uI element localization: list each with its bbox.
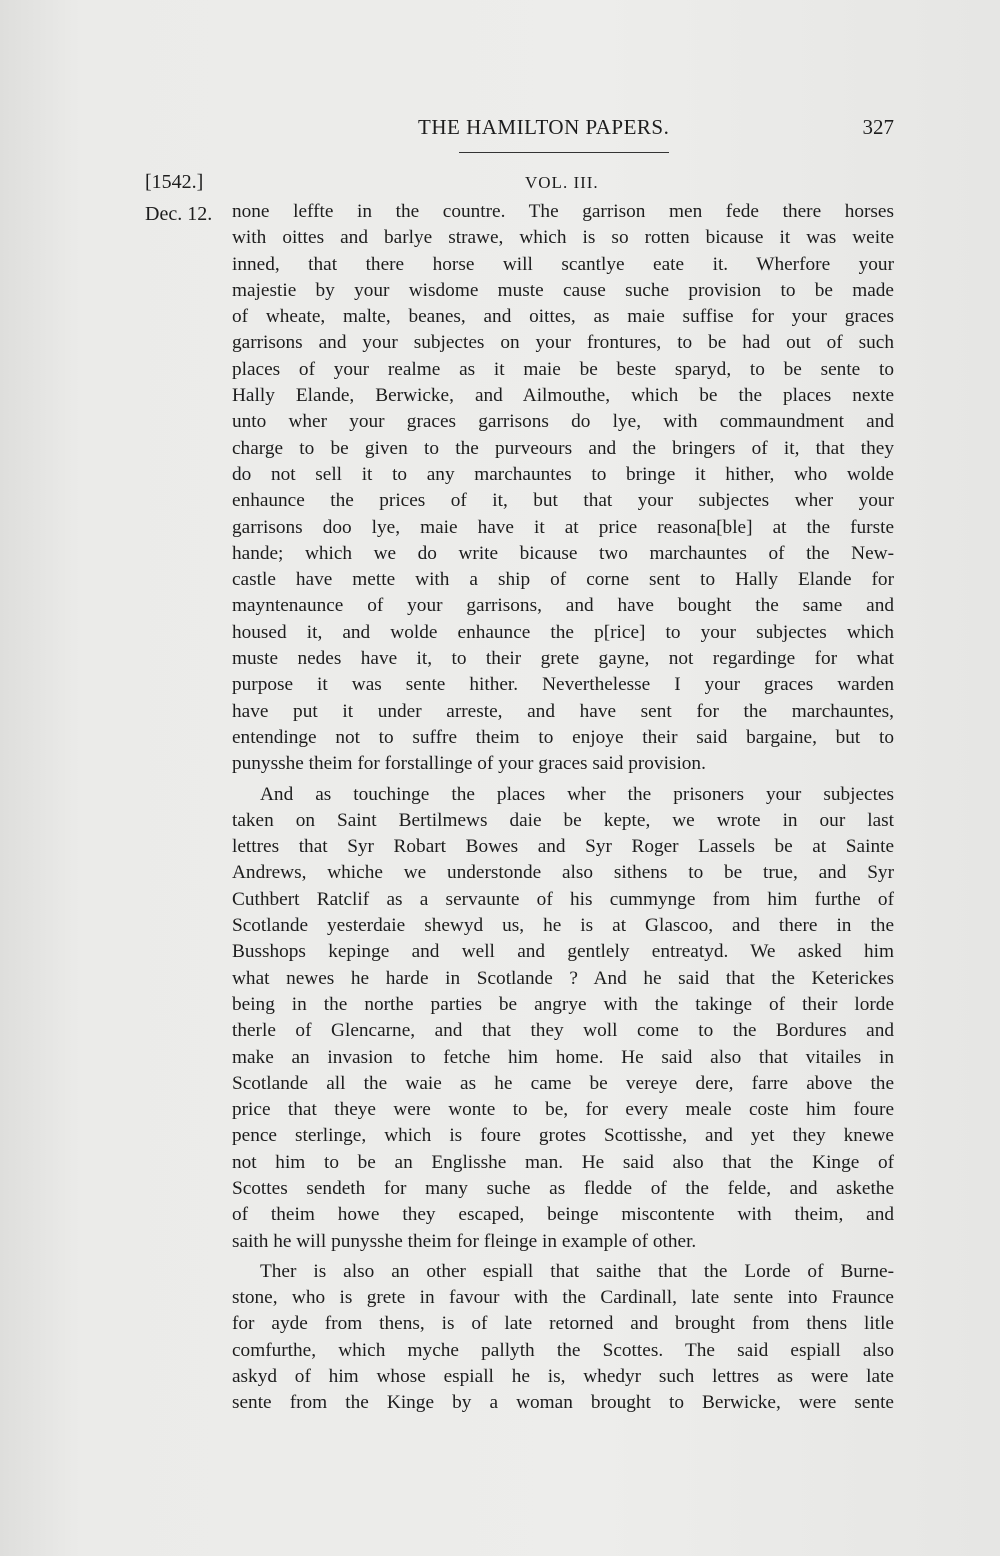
text-line: do not sell it to any marchauntes to bringe it hither, who wolde [232,463,894,485]
text-line: muste nedes have it, to their grete gayne, not regardinge for what [232,648,894,670]
text-line: majestie by your wisdome muste cause suche provision to be made [232,279,894,301]
text-line: Ther is also an other espiall that saithe that the Lorde of Burne- [260,1260,894,1282]
margin-date: Dec. 12. [145,203,213,225]
text-line: Scotlande yesterdaie shewyd us, he is at Glascoo, and there in the [232,915,894,937]
text-line: And as touchinge the places wher the prisoners your subjectes [260,783,894,805]
text-line: comfurthe, which myche pallyth the Scottes. The said espiall also [232,1339,894,1361]
header-rule [459,152,669,153]
text-line: not him to be an Englisshe man. He said also that the Kinge of [232,1151,894,1173]
text-line: therle of Glencarne, and that they woll come to the Bordures and [232,1020,894,1042]
text-line: price that theye were wonte to be, for every meale coste him foure [232,1099,894,1121]
text-line: charge to be given to the purveours and the bringers of it, that they [232,437,894,459]
text-line: punysshe theim for forstallinge of your graces said provision. [232,753,706,775]
text-line: garrisons and your subjectes on your frontures, to be had out of such [232,332,894,354]
text-line: what newes he harde in Scotlande ? And he said that the Keterickes [232,967,894,989]
text-line: of theim howe they escaped, beinge miscontente with theim, and [232,1204,894,1226]
text-line: mayntenaunce of your garrisons, and have bought the same and [232,595,894,617]
text-line: of wheate, malte, beanes, and oittes, as maie suffise for your graces [232,306,894,328]
text-line: inned, that there horse will scantlye eate it. Wherfore your [232,253,894,275]
text-line: Andrews, whiche we understonde also sithens to be true, and Syr [232,862,894,884]
text-line: entendinge not to suffre theim to enjoye their said bargaine, but to [232,726,894,748]
text-line: Hally Elande, Berwicke, and Ailmouthe, which be the places nexte [232,385,894,407]
text-line: Scottes sendeth for many suche as fledde of the felde, and askethe [232,1177,894,1199]
text-line: for ayde from thens, is of late retorned and brought from thens litle [232,1313,894,1335]
text-line: pence sterlinge, which is foure grotes Scottisshe, and yet they knewe [232,1125,894,1147]
text-line: hande; which we do write bicause two marchauntes of the New- [232,542,894,564]
text-line: unto wher your graces garrisons do lye, with commaundment and [232,411,894,433]
text-line: saith he will punysshe theim for fleinge in example of other. [232,1230,697,1252]
text-line: garrisons doo lye, maie have it at price reasona[ble] at the furste [232,516,894,538]
text-line: stone, who is grete in favour with the Cardinall, late sente into Fraunce [232,1287,894,1309]
text-line: places of your realme as it maie be beste sparyd, to be sente to [232,358,894,380]
text-line: purpose it was sente hither. Neverthelesse I your graces warden [232,674,894,696]
text-line: have put it under arreste, and have sent for the marchauntes, [232,700,894,722]
text-line: enhaunce the prices of it, but that your subjectes wher your [232,490,894,512]
running-head [232,115,894,145]
text-line: lettres that Syr Robart Bowes and Syr Roger Lassels be at Sainte [232,836,894,858]
running-title: THE HAMILTON PAPERS. [418,115,670,139]
text-line: askyd of him whose espiall he is, whedyr such lettres as were late [232,1366,894,1388]
text-line: castle have mette with a ship of corne sent to Hally Elande for [232,569,894,591]
year-label: [1542.] [145,171,204,193]
text-line: being in the northe parties be angrye with the takinge of their lorde [232,993,894,1015]
text-line: sente from the Kinge by a woman brought to Berwicke, were sente [232,1392,894,1414]
text-line: make an invasion to fetche him home. He said also that vitailes in [232,1046,894,1068]
text-line: none leffte in the countre. The garrison men fede there horses [232,201,894,222]
text-line: housed it, and wolde enhaunce the p[rice] to your subjectes which [232,621,894,643]
text-body [232,199,894,1417]
page-number: 327 [862,115,894,139]
text-line: Busshops kepinge and well and gentlely entreatyd. We asked him [232,941,894,963]
text-line: Cuthbert Ratclif as a servaunte of his cummynge from him furthe of [232,888,894,910]
volume-label: VOL. III. [525,173,599,192]
text-line: with oittes and barlye strawe, which is so rotten bicause it was weite [232,227,894,249]
text-line: Scotlande all the waie as he came be vereye dere, farre above the [232,1072,894,1094]
text-line: taken on Saint Bertilmews daie be kepte, we wrote in our last [232,809,894,831]
